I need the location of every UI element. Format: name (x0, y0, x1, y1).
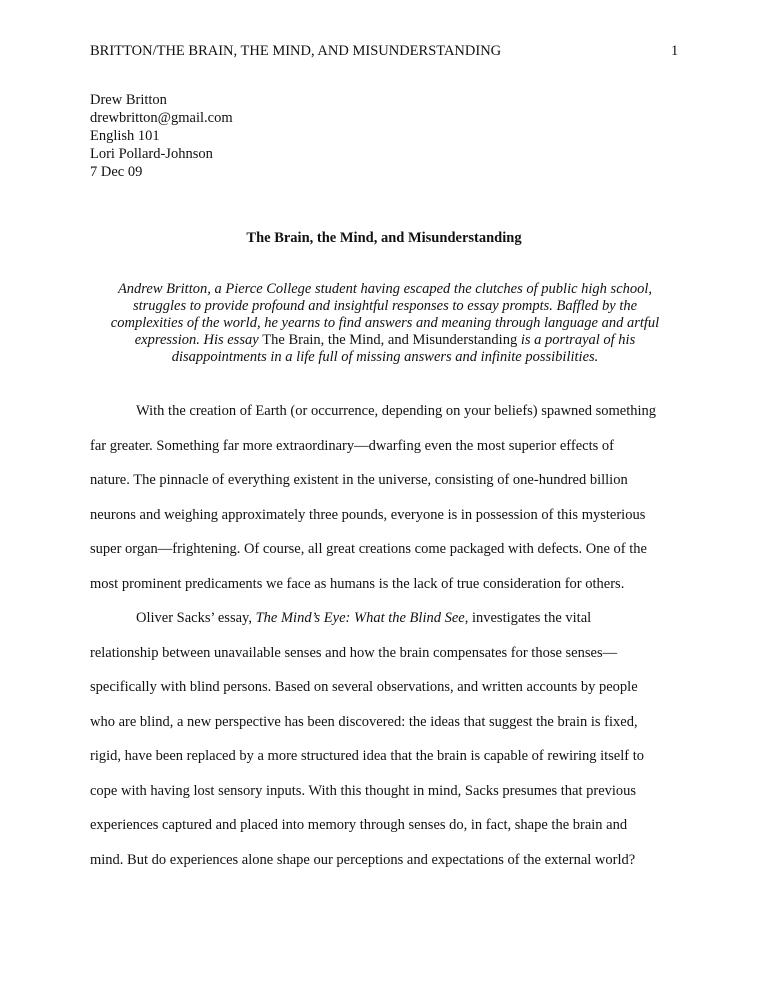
essay-date: 7 Dec 09 (90, 164, 143, 180)
cited-work-title: The Mind’s Eye: What the Blind See (255, 610, 465, 626)
course-name: English 101 (90, 128, 160, 144)
body-line: super organ—frightening. Of course, all great creations come packaged with defects. One of the (90, 541, 647, 557)
essay-title: The Brain, the Mind, and Misunderstanding (246, 230, 522, 246)
citation-trail: , investigates the vital (464, 610, 592, 626)
body-line: most prominent predicaments we face as humans is the lack of true consideration for others. (90, 575, 625, 592)
body-line: cope with having lost sensory inputs. With this thought in mind, Sacks presumes that previous (90, 782, 637, 799)
body-line: relationship between unavailable senses and how the brain compensates for those senses— (90, 644, 618, 661)
body-line: neurons and weighing approximately three pounds, everyone is in possession of this mysterious (90, 506, 646, 523)
author-email: drewbritton@gmail.com (90, 110, 233, 126)
essay-body (90, 401, 690, 884)
citation-lead-in: Oliver Sacks’ essay, (136, 610, 256, 626)
body-line-with-citation (90, 608, 690, 643)
body-line: mind. But do experiences alone shape our perceptions and expectations of the external world? (90, 851, 636, 868)
author-heading-block (90, 91, 233, 181)
body-line: With the creation of Earth (or occurrence, depending on your beliefs) spawned something (136, 403, 657, 419)
instructor-name: Lori Pollard-Johnson (90, 146, 213, 162)
author-name: Drew Britton (90, 92, 167, 108)
body-line: specifically with blind persons. Based on several observations, and written accounts by people (90, 679, 638, 695)
running-head: BRITTON/THE BRAIN, THE MIND, AND MISUNDERSTANDING (90, 43, 502, 59)
body-line: who are blind, a new perspective has been discovered: the ideas that suggest the brain is fixed, (90, 713, 638, 730)
abstract-text-part-2: is a portrayal of his disappointments in a life full of missing answers and infinite possibilities. (171, 332, 636, 365)
abstract-essay-title: The Brain, the Mind, and Misunderstanding (262, 332, 518, 348)
body-line: experiences captured and placed into memory through senses do, in fact, shape the brain and (90, 817, 628, 833)
page-number: 1 (671, 43, 679, 59)
abstract-text-part-1: Andrew Britton, a Pierce College student having escaped the clutches of public high school, struggles to provide profound and insightful responses to essay prompts. Baffled by the complexities of the world, he yearns to find answers and meaning through language and artful expression. His essay (110, 281, 660, 348)
abstract-paragraph (96, 281, 674, 366)
body-line: nature. The pinnacle of everything existent in the universe, consisting of one-hundred billion (90, 472, 628, 488)
body-line: rigid, have been replaced by a more structured idea that the brain is capable of rewiring itself to (90, 748, 645, 764)
body-line: far greater. Something far more extraordinary—dwarfing even the most superior effects of (90, 437, 614, 454)
